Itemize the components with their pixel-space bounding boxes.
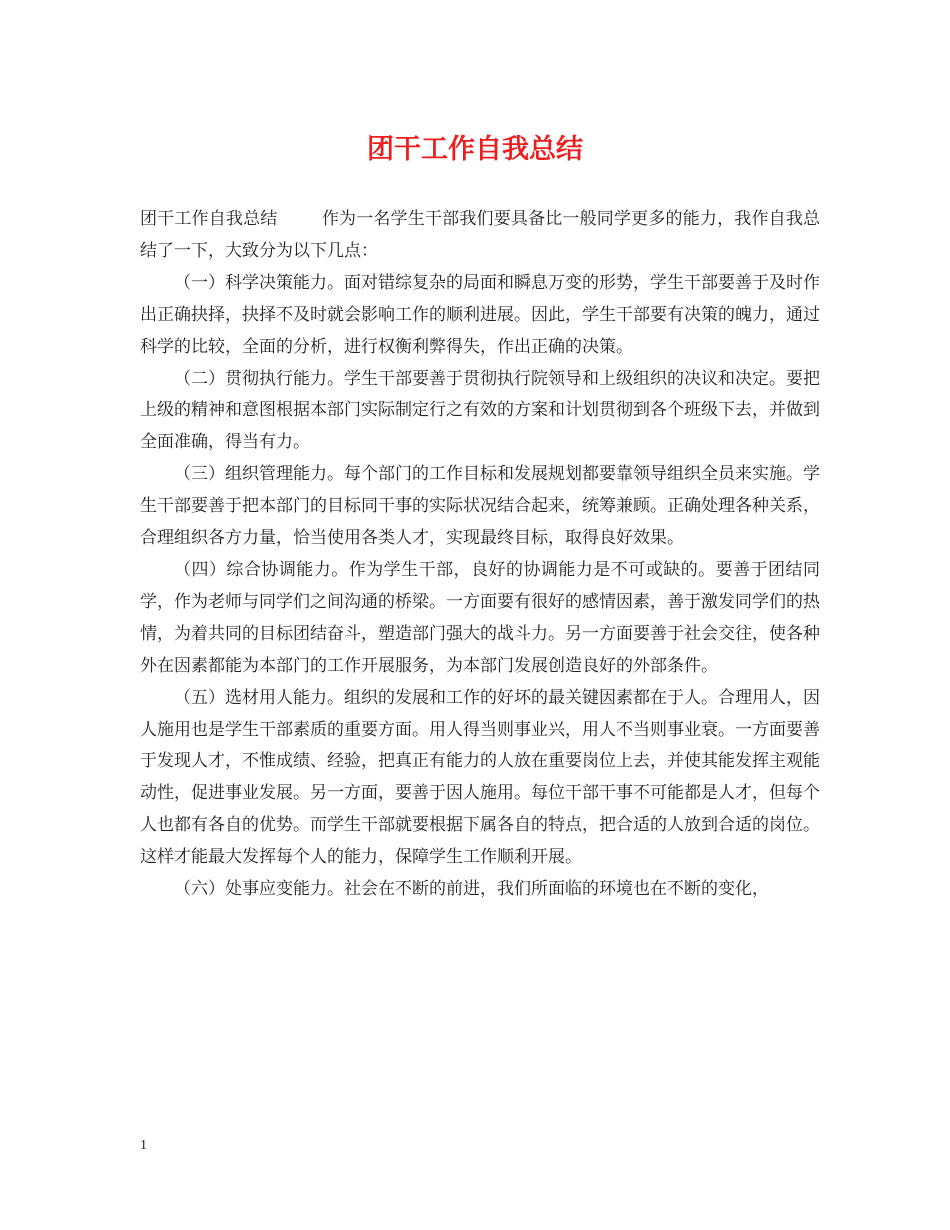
paragraph-adaptability: （六）处事应变能力。社会在不断的前进，我们所面临的环境也在不断的变化，: [174, 879, 769, 900]
paragraph-management: （三）组织管理能力。每个部门的工作目标和发展规划都要靠领导组织全员来实施。学生干部要善于把本部门的目标同干事的实际状况结合起来，统筹兼顾。正确处理各种关系，合理组织各方力量，恰当使用各类人才，实现最终目标，取得良好效果。: [140, 464, 820, 549]
document-title: 团干工作自我总结: [367, 134, 583, 165]
paragraph-execution: （二）贯彻执行能力。学生干部要善于贯彻执行院领导和上级组织的决议和决定。要把上级的精神和意图根据本部门实际制定行之有效的方案和计划贯彻到各个班级下去，并做到全面准确，得当有力。: [140, 368, 820, 453]
intro-text: 作为一名学生干部我们要具备比一般同学更多的能力，我作自我总结了一下，大致分为以下几点：: [140, 209, 821, 261]
paragraph-staffing: （五）选材用人能力。组织的发展和工作的好坏的最关键因素都在于人。合理用人，因人施用也是学生干部素质的重要方面。用人得当则事业兴，用人不当则事业衰。一方面要善于发现人才，不惟成绩、经验，把真正有能力的人放在重要岗位上去，并使其能发挥主观能动性，促进事业发展。另一方面，要善于因人施用。每位干部干事不可能都是人才，但每个人也都有各自的优势。而学生干部就要根据下属各自的特点，把合适的人放到合适的岗位。这样才能最大发挥每个人的能力，保障学生工作顺利开展。: [140, 687, 820, 868]
page-number: 1: [140, 1138, 147, 1153]
intro-paragraph: [140, 204, 820, 268]
document-body: [140, 204, 820, 906]
paragraph-decision: （一）科学决策能力。面对错综复杂的局面和瞬息万变的形势，学生干部要善于及时作出正确抉择，抉择不及时就会影响工作的顺利进展。因此，学生干部要有决策的魄力，通过科学的比较，全面的分析，进行权衡利弊得失，作出正确的决策。: [140, 272, 820, 357]
paragraph-coordination: （四）综合协调能力。作为学生干部，良好的协调能力是不可或缺的。要善于团结同学，作为老师与同学们之间沟通的桥梁。一方面要有很好的感情因素，善于激发同学们的热情，为着共同的目标团结奋斗，塑造部门强大的战斗力。另一方面要善于社会交往，使各种外在因素都能为本部门的工作开展服务，为本部门发展创造良好的外部条件。: [140, 559, 820, 676]
intro-label: 团干工作自我总结: [140, 209, 278, 229]
